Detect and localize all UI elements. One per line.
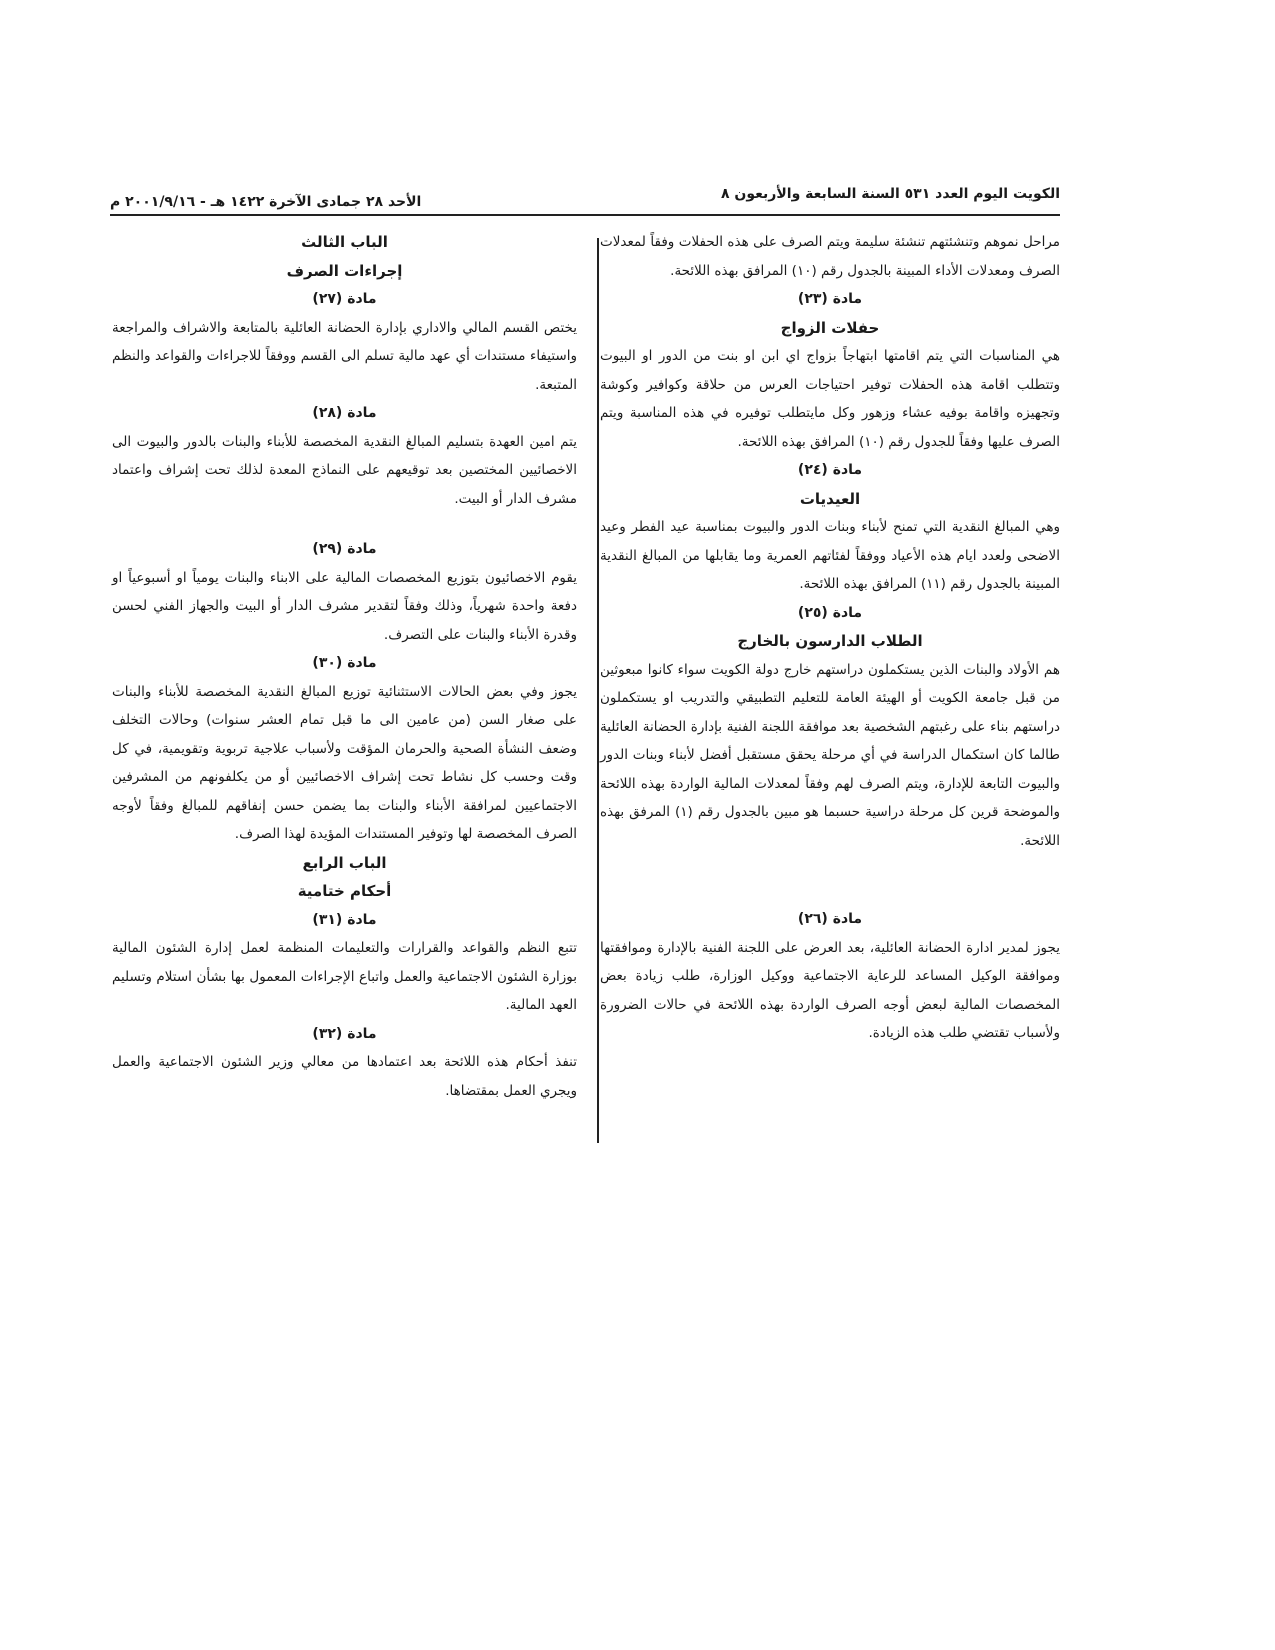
article-28-text: يتم امين العهدة بتسليم المبالغ النقدية المخصصة للأبناء والبنات بالدور والبيوت الى الاخصائيين المختصين بعد توقيعهم على النماذج المعدة لذلك تحت إشراف واعتماد مشرف الدار أو البيت. bbox=[112, 433, 577, 507]
article-25-text: هم الأولاد والبنات الذين يستكملون دراستهم خارج دولة الكويت سواء كانوا مبعوثين من قبل جامعة الكويت أو الهيئة العامة للتعليم التطبيقي والتدريب او يستكملون دراستهم بناء على رغبتهم الشخصية بعد موافقة اللجنة الفنية بإدارة الحضانة العائلية طالما كان استكمال الدراسة في أي مرحلة يحقق مستقبل أفضل لأبناء وبنات الدور والبيوت التابعة للإدارة، ويتم الصرف لهم وفقاً لمعدلات المالية الواردة بهذه اللائحة والموضحة قرين كل مرحلة دراسية حسبما هو مبين بالجدول رقم (١) المرفق بهذه اللائحة. bbox=[600, 661, 1060, 849]
article-26-text: يجوز لمدير ادارة الحضانة العائلية، بعد العرض على اللجنة الفنية بالإدارة وموافقتها وموافقة الوكيل المساعد للرعاية الاجتماعية ووكيل الوزارة، طلب زيادة بعض المخصصات المالية لبعض أوجه الصرف الواردة بهذه اللائحة في حالات الضرورة ولأسباب تقتضي طلب هذه الزيادة. bbox=[600, 939, 1060, 1041]
header-gazette-info: الكويت اليوم العدد ٥٣١ السنة السابعة والأربعون ٨ bbox=[721, 186, 1060, 202]
article-29-number: مادة (٢٩) bbox=[312, 541, 377, 557]
article-23-title: حفلات الزواج bbox=[780, 318, 880, 337]
article-25-number: مادة (٢٥) bbox=[797, 604, 863, 621]
article-29-text: يقوم الاخصائيون بتوزيع المخصصات المالية على الابناء والبنات يومياً او أسبوعياً او دفعة واحدة شهرياً، وذلك وفقاً لتقدير مشرف الدار أو البيت والجهاز الفني لحسن وقدرة الأبناء والبنات على التصرف. bbox=[112, 569, 577, 643]
right-column bbox=[600, 228, 1060, 1048]
continued-paragraph: مراحل نموهم وتنشئتهم تنشئة سليمة ويتم الصرف على هذه الحفلات وفقاً لمعدلات الصرف ومعدلات الأداء المبينة بالجدول رقم (١٠) المرافق بهذه اللائحة. bbox=[600, 234, 1060, 279]
article-23-text: هي المناسبات التي يتم اقامتها ابتهاجاً بزواج اي ابن او بنت من الدور او البيوت وتتطلب اقامة هذه الحفلات توفير احتياجات العرس من حلاقة وكوافير وكوشة وتجهيزه واقامة بوفيه عشاء وزهور وكل مايتطلب توفيره في هذه المناسبة ويتم الصرف عليها وفقاً للجدول رقم (١٠) المرافق بهذه اللائحة. bbox=[600, 348, 1060, 450]
chapter-3-heading: الباب الثالث bbox=[301, 233, 388, 251]
article-26-number: مادة (٢٦) bbox=[797, 911, 863, 927]
left-column bbox=[112, 228, 577, 1105]
article-31-number: مادة (٣١) bbox=[312, 911, 377, 928]
chapter-4-title: أحكام ختامية bbox=[297, 882, 392, 900]
article-24-title: العيديات bbox=[799, 489, 861, 508]
article-30-number: مادة (٣٠) bbox=[312, 655, 377, 671]
article-27-text: يختص القسم المالي والاداري بإدارة الحضانة العائلية بالمتابعة والاشراف والمراجعة واستيفاء مستندات أي عهد مالية تسلم الى القسم ووفقاً للاجراءات والقواعد والنظم المتبعة. bbox=[112, 319, 577, 393]
article-25-title: الطلاب الدارسون بالخارج bbox=[737, 632, 923, 650]
article-27-number: مادة (٢٧) bbox=[312, 291, 377, 307]
article-23-number: مادة (٢٣) bbox=[797, 291, 863, 307]
article-32-text: تنفذ أحكام هذه اللائحة بعد اعتمادها من معالي وزير الشئون الاجتماعية والعمل ويجري العمل بمقتضاها. bbox=[112, 1054, 577, 1099]
article-32-number: مادة (٣٢) bbox=[312, 1025, 377, 1042]
header-date: الأحد ٢٨ جمادى الآخرة ١٤٢٢ هـ - ٢٠٠١/٩/١٦ م bbox=[110, 194, 422, 210]
article-24-number: مادة (٢٤) bbox=[797, 462, 863, 478]
chapter-3-title: إجراءات الصرف bbox=[286, 261, 403, 280]
page-header bbox=[110, 186, 1060, 212]
column-divider bbox=[597, 238, 599, 1143]
header-rule bbox=[110, 214, 1060, 216]
article-24-text: وهي المبالغ النقدية التي تمنح لأبناء وبنات الدور والبيوت بمناسبة عيد الفطر وعيد الاضحى ولعدد ايام هذه الأعياد ووفقاً لفئاتهم العمرية وما يقابلها من المبالغ النقدية المبينة بالجدول رقم (١١) المرافق بهذه اللائحة. bbox=[600, 519, 1060, 592]
article-30-text: يجوز وفي بعض الحالات الاستثنائية توزيع المبالغ النقدية المخصصة للأبناء والبنات على صغار السن (من عامين الى ما قبل تمام العشر سنوات) وحالات التخلف وضعف النشأة الصحية والحرمان المؤقت ولأسباب علاجية تربوية وتقويمية، في كل وقت وحسب كل نشاط تحت إشراف الاخصائيين أو من يكلفونهم من المشرفين الاجتماعيين لمرافقة الأبناء والبنات بما يضمن حسن إنفاقهم للمبالغ وفقاً لأوجه الصرف المخصصة لها وتوفير المستندات المؤيدة لهذا الصرف. bbox=[112, 683, 577, 842]
chapter-4-heading: الباب الرابع bbox=[302, 853, 387, 872]
article-28-number: مادة (٢٨) bbox=[312, 405, 377, 421]
article-31-text: تتبع النظم والقواعد والقرارات والتعليمات المنظمة لعمل إدارة الشئون المالية بوزارة الشئون الاجتماعية والعمل واتباع الإجراءات المعمول بها بشأن استلام وتسليم العهد المالية. bbox=[112, 940, 577, 1013]
